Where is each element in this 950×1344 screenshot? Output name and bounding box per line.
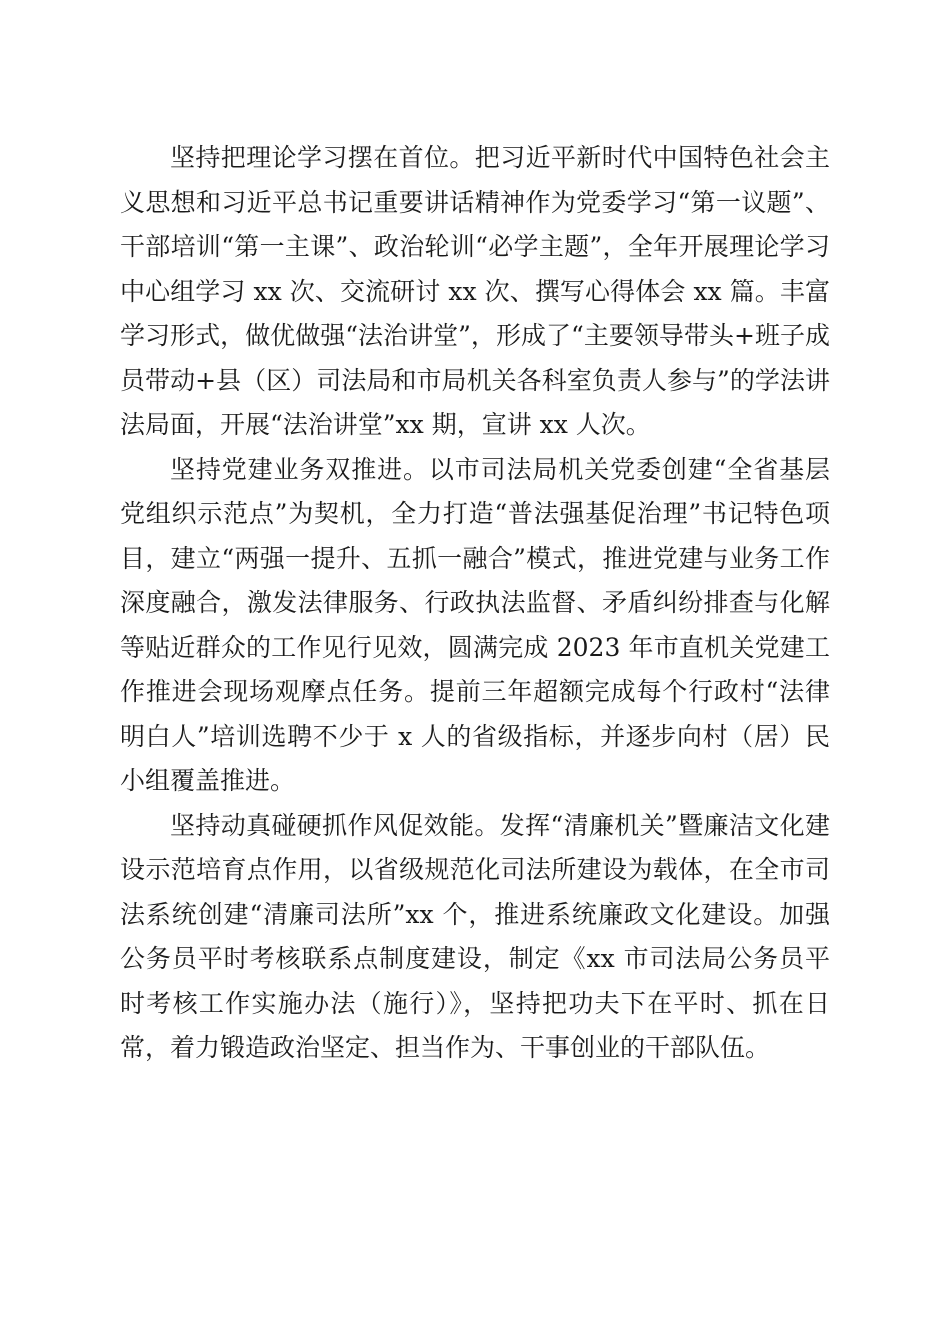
paragraph-party-building: 坚持党建业务双推进。以市司法局机关党委创建“全省基层党组织示范点”为契机，全力打造“普法强基促治理”书记特色项目，建立“两强一提升、五抓一融合”模式，推进党建与业务工作深度融合，激发法律服务、行政执法监督、矛盾纠纷排查与化解等贴近群众的工作见行见效，圆满完成 2023 年市直机关党建工作推进会现场观摩点任务。提前三年超额完成每个行政村“法律明白人”培训选聘不少于 x 人的省级指标，并逐步向村（居）民小组覆盖推进。: [120, 454, 830, 795]
paragraph-work-style: 坚持动真碰硬抓作风促效能。发挥“清廉机关”暨廉洁文化建设示范培育点作用，以省级规范化司法所建设为载体，在全市司法系统创建“清廉司法所”xx 个，推进系统廉政文化建设。加强公务员平时考核联系点制度建设，制定《xx 市司法局公务员平时考核工作实施办法（施行）》，坚持把功夫下在平时、抓在日常，着力锻造政治坚定、担当作为、干事创业的干部队伍。: [120, 810, 830, 1062]
paragraph-theory-study: 坚持把理论学习摆在首位。把习近平新时代中国特色社会主义思想和习近平总书记重要讲话精神作为党委学习“第一议题”、干部培训“第一主课”、政治轮训“必学主题”，全年开展理论学习中心组学习 xx 次、交流研讨 xx 次、撰写心得体会 xx 篇。丰富学习形式，做优做强“法治讲堂”，形成了“主要领导带头+班子成员带动+县（区）司法局和市局机关各科室负责人参与”的学法讲法局面，开展“法治讲堂”xx 期，宣讲 xx 人次。: [120, 143, 830, 439]
document-body: [120, 136, 830, 1071]
